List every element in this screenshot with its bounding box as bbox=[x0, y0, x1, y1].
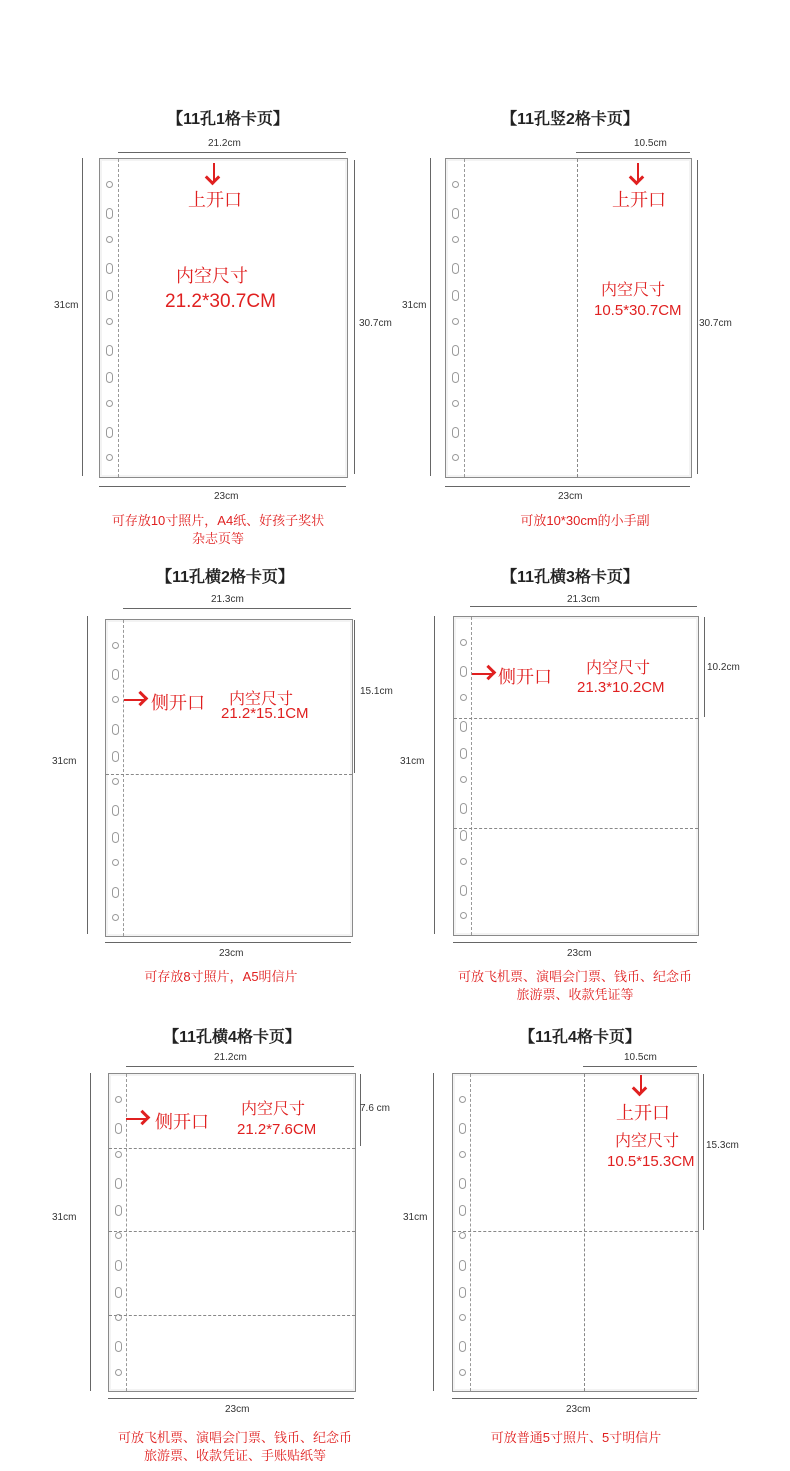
binder-hole-icon bbox=[460, 694, 467, 701]
height-label: 31cm bbox=[402, 300, 427, 311]
binder-hole-icon bbox=[115, 1151, 122, 1158]
panel-title: 【11孔横2格卡页】 bbox=[156, 569, 294, 586]
binder-hole-icon bbox=[115, 1096, 122, 1103]
binder-hole-icon bbox=[460, 885, 467, 896]
panel-title: 【11孔竖2格卡页】 bbox=[501, 111, 639, 128]
binding-strip bbox=[453, 1074, 471, 1391]
inner-height-dimension-line bbox=[354, 620, 355, 773]
width-dimension-line bbox=[576, 152, 690, 153]
width-label: 21.2cm bbox=[214, 1052, 247, 1063]
binder-hole-icon bbox=[112, 859, 119, 866]
binder-hole-icon bbox=[452, 290, 459, 301]
inner-size-value: 21.2*30.7CM bbox=[165, 291, 276, 312]
binder-hole-icon bbox=[459, 1205, 466, 1216]
binder-hole-icon bbox=[459, 1369, 466, 1376]
bottom-width-label: 23cm bbox=[558, 491, 583, 502]
inner-size-value: 10.5*30.7CM bbox=[594, 302, 682, 319]
open-direction-label: 上开口 bbox=[616, 1103, 670, 1123]
binder-hole-icon bbox=[115, 1260, 122, 1271]
height-dimension-line bbox=[433, 1073, 434, 1391]
binder-hole-icon bbox=[460, 830, 467, 841]
binder-hole-icon bbox=[106, 400, 113, 407]
height-label: 31cm bbox=[54, 300, 79, 311]
pocket-divider bbox=[106, 774, 352, 775]
arrow-down-icon bbox=[640, 1075, 642, 1092]
caption-line: 旅游票、收款凭证、手账贴纸等 bbox=[143, 1448, 327, 1463]
binder-hole-icon bbox=[460, 776, 467, 783]
binder-hole-icon bbox=[459, 1260, 466, 1271]
binder-hole-icon bbox=[452, 400, 459, 407]
inner-height-label: 7.6 cm bbox=[360, 1103, 391, 1114]
binder-hole-icon bbox=[459, 1178, 466, 1189]
arrow-right-icon bbox=[472, 673, 492, 675]
binder-hole-icon bbox=[460, 858, 467, 865]
binder-hole-icon bbox=[115, 1341, 122, 1352]
height-label: 31cm bbox=[403, 1212, 428, 1223]
panel-title: 【11孔4格卡页】 bbox=[519, 1029, 641, 1046]
binder-hole-icon bbox=[106, 290, 113, 301]
binding-strip bbox=[454, 617, 472, 935]
sheet bbox=[105, 619, 353, 937]
binder-hole-icon bbox=[112, 887, 119, 898]
bottom-width-label: 23cm bbox=[225, 1404, 250, 1415]
inner-height-dimension-line bbox=[697, 160, 698, 474]
inner-height-label: 30.7cm bbox=[699, 318, 732, 329]
inner-size-value: 21.2*15.1CM bbox=[221, 705, 309, 722]
open-direction-label: 上开口 bbox=[612, 190, 666, 210]
binder-hole-icon bbox=[115, 1205, 122, 1216]
caption-line: 旅游票、收款凭证等 bbox=[516, 987, 634, 1002]
arrow-right-icon bbox=[124, 699, 144, 701]
bottom-dimension-line bbox=[445, 486, 690, 487]
bottom-dimension-line bbox=[453, 942, 697, 943]
bottom-dimension-line bbox=[105, 942, 351, 943]
caption-line: 可存放10寸照片，A4纸、好孩子奖状 bbox=[111, 513, 325, 528]
binder-hole-icon bbox=[459, 1341, 466, 1352]
width-label: 10.5cm bbox=[634, 138, 667, 149]
binder-hole-icon bbox=[460, 666, 467, 677]
binder-hole-icon bbox=[452, 454, 459, 461]
binder-hole-icon bbox=[460, 639, 467, 646]
binder-hole-icon bbox=[106, 236, 113, 243]
binder-hole-icon bbox=[452, 318, 459, 325]
binder-hole-icon bbox=[106, 318, 113, 325]
binding-strip bbox=[109, 1074, 127, 1391]
bottom-width-label: 23cm bbox=[567, 948, 592, 959]
binder-hole-icon bbox=[106, 263, 113, 274]
inner-height-label: 15.3cm bbox=[706, 1140, 739, 1151]
binder-hole-icon bbox=[452, 181, 459, 188]
inner-size-title: 内空尺寸 bbox=[229, 691, 294, 708]
pocket-divider bbox=[109, 1231, 355, 1232]
pocket-divider bbox=[454, 718, 698, 719]
binder-hole-icon bbox=[452, 208, 459, 219]
binder-hole-icon bbox=[106, 345, 113, 356]
height-label: 31cm bbox=[52, 1212, 77, 1223]
open-direction-label: 侧开口 bbox=[151, 693, 205, 713]
width-label: 21.3cm bbox=[567, 594, 600, 605]
height-dimension-line bbox=[82, 158, 83, 476]
caption-line: 可放飞机票、演唱会门票、钱币、纪念币 bbox=[117, 1430, 353, 1445]
pocket-divider bbox=[453, 1231, 698, 1232]
binder-hole-icon bbox=[452, 263, 459, 274]
height-dimension-line bbox=[90, 1073, 91, 1391]
panel-title: 【11孔1格卡页】 bbox=[167, 111, 289, 128]
bottom-dimension-line bbox=[452, 1398, 697, 1399]
height-label: 31cm bbox=[52, 756, 77, 767]
panel-title: 【11孔横3格卡页】 bbox=[501, 569, 639, 586]
inner-height-dimension-line bbox=[704, 617, 705, 717]
inner-size-title: 内空尺寸 bbox=[615, 1133, 680, 1150]
binding-strip bbox=[106, 620, 124, 936]
caption bbox=[144, 968, 297, 986]
width-dimension-line bbox=[470, 606, 697, 607]
inner-height-label: 10.2cm bbox=[707, 662, 740, 673]
bottom-width-label: 23cm bbox=[214, 491, 239, 502]
caption-line: 杂志页等 bbox=[191, 531, 244, 546]
width-dimension-line bbox=[118, 152, 346, 153]
caption bbox=[118, 1429, 352, 1465]
binder-hole-icon bbox=[460, 748, 467, 759]
pocket-divider bbox=[577, 159, 578, 477]
binder-hole-icon bbox=[106, 454, 113, 461]
bottom-width-label: 23cm bbox=[566, 1404, 591, 1415]
caption-line: 可放普通5寸照片、5寸明信片 bbox=[490, 1430, 662, 1445]
binder-hole-icon bbox=[452, 236, 459, 243]
binder-hole-icon bbox=[459, 1232, 466, 1239]
bottom-width-label: 23cm bbox=[219, 948, 244, 959]
binder-hole-icon bbox=[452, 345, 459, 356]
binder-hole-icon bbox=[112, 778, 119, 785]
caption-line: 可存放8寸照片，A5明信片 bbox=[144, 969, 298, 984]
binder-hole-icon bbox=[112, 832, 119, 843]
inner-height-dimension-line bbox=[354, 160, 355, 474]
binder-hole-icon bbox=[112, 669, 119, 680]
panel-title: 【11孔横4格卡页】 bbox=[163, 1029, 301, 1046]
bottom-dimension-line bbox=[108, 1398, 354, 1399]
caption-line: 可放10*30cm的小手副 bbox=[520, 513, 650, 528]
binding-strip bbox=[446, 159, 465, 477]
height-dimension-line bbox=[434, 616, 435, 934]
caption bbox=[520, 512, 649, 530]
bottom-dimension-line bbox=[99, 486, 346, 487]
pocket-divider bbox=[454, 828, 698, 829]
height-dimension-line bbox=[430, 158, 431, 476]
binder-hole-icon bbox=[112, 914, 119, 921]
inner-size-title: 内空尺寸 bbox=[586, 660, 651, 677]
pocket-divider bbox=[109, 1315, 355, 1316]
binder-hole-icon bbox=[459, 1151, 466, 1158]
open-direction-label: 侧开口 bbox=[498, 667, 552, 687]
pocket-divider bbox=[109, 1148, 355, 1149]
arrow-down-icon bbox=[637, 163, 639, 181]
binder-hole-icon bbox=[460, 912, 467, 919]
inner-size-value: 21.2*7.6CM bbox=[237, 1121, 317, 1138]
inner-size-title: 内空尺寸 bbox=[601, 282, 666, 299]
width-dimension-line bbox=[126, 1066, 354, 1067]
binder-hole-icon bbox=[106, 208, 113, 219]
binder-hole-icon bbox=[460, 803, 467, 814]
binder-hole-icon bbox=[115, 1178, 122, 1189]
binding-strip bbox=[100, 159, 119, 477]
caption bbox=[458, 968, 692, 1004]
binder-hole-icon bbox=[115, 1232, 122, 1239]
binder-hole-icon bbox=[459, 1287, 466, 1298]
inner-height-label: 30.7cm bbox=[359, 318, 392, 329]
height-dimension-line bbox=[87, 616, 88, 934]
width-dimension-line bbox=[583, 1066, 697, 1067]
width-dimension-line bbox=[123, 608, 351, 609]
open-direction-label: 上开口 bbox=[188, 190, 242, 210]
binder-hole-icon bbox=[112, 642, 119, 649]
binder-hole-icon bbox=[112, 724, 119, 735]
binder-hole-icon bbox=[459, 1123, 466, 1134]
caption bbox=[112, 512, 324, 548]
arrow-right-icon bbox=[126, 1118, 146, 1120]
inner-size-title: 内空尺寸 bbox=[241, 1101, 306, 1118]
binder-hole-icon bbox=[112, 751, 119, 762]
inner-size-value: 21.3*10.2CM bbox=[577, 679, 665, 696]
binder-hole-icon bbox=[112, 805, 119, 816]
binder-hole-icon bbox=[112, 696, 119, 703]
binder-hole-icon bbox=[106, 372, 113, 383]
height-label: 31cm bbox=[400, 756, 425, 767]
open-direction-label: 侧开口 bbox=[155, 1112, 209, 1132]
binder-hole-icon bbox=[115, 1287, 122, 1298]
width-label: 21.2cm bbox=[208, 138, 241, 149]
pocket-divider bbox=[584, 1074, 585, 1391]
binder-hole-icon bbox=[460, 721, 467, 732]
binder-hole-icon bbox=[459, 1314, 466, 1321]
inner-height-dimension-line bbox=[703, 1074, 704, 1230]
binder-hole-icon bbox=[115, 1123, 122, 1134]
caption bbox=[491, 1429, 661, 1447]
arrow-down-icon bbox=[213, 163, 215, 181]
inner-height-label: 15.1cm bbox=[360, 686, 393, 697]
inner-size-value: 10.5*15.3CM bbox=[607, 1153, 695, 1170]
binder-hole-icon bbox=[106, 181, 113, 188]
binder-hole-icon bbox=[115, 1369, 122, 1376]
binder-hole-icon bbox=[106, 427, 113, 438]
binder-hole-icon bbox=[459, 1096, 466, 1103]
binder-hole-icon bbox=[452, 427, 459, 438]
caption-line: 可放飞机票、演唱会门票、钱币、纪念币 bbox=[457, 969, 693, 984]
sheet bbox=[453, 616, 699, 936]
width-label: 10.5cm bbox=[624, 1052, 657, 1063]
binder-hole-icon bbox=[452, 372, 459, 383]
inner-size-title: 内空尺寸 bbox=[176, 266, 248, 286]
width-label: 21.3cm bbox=[211, 594, 244, 605]
